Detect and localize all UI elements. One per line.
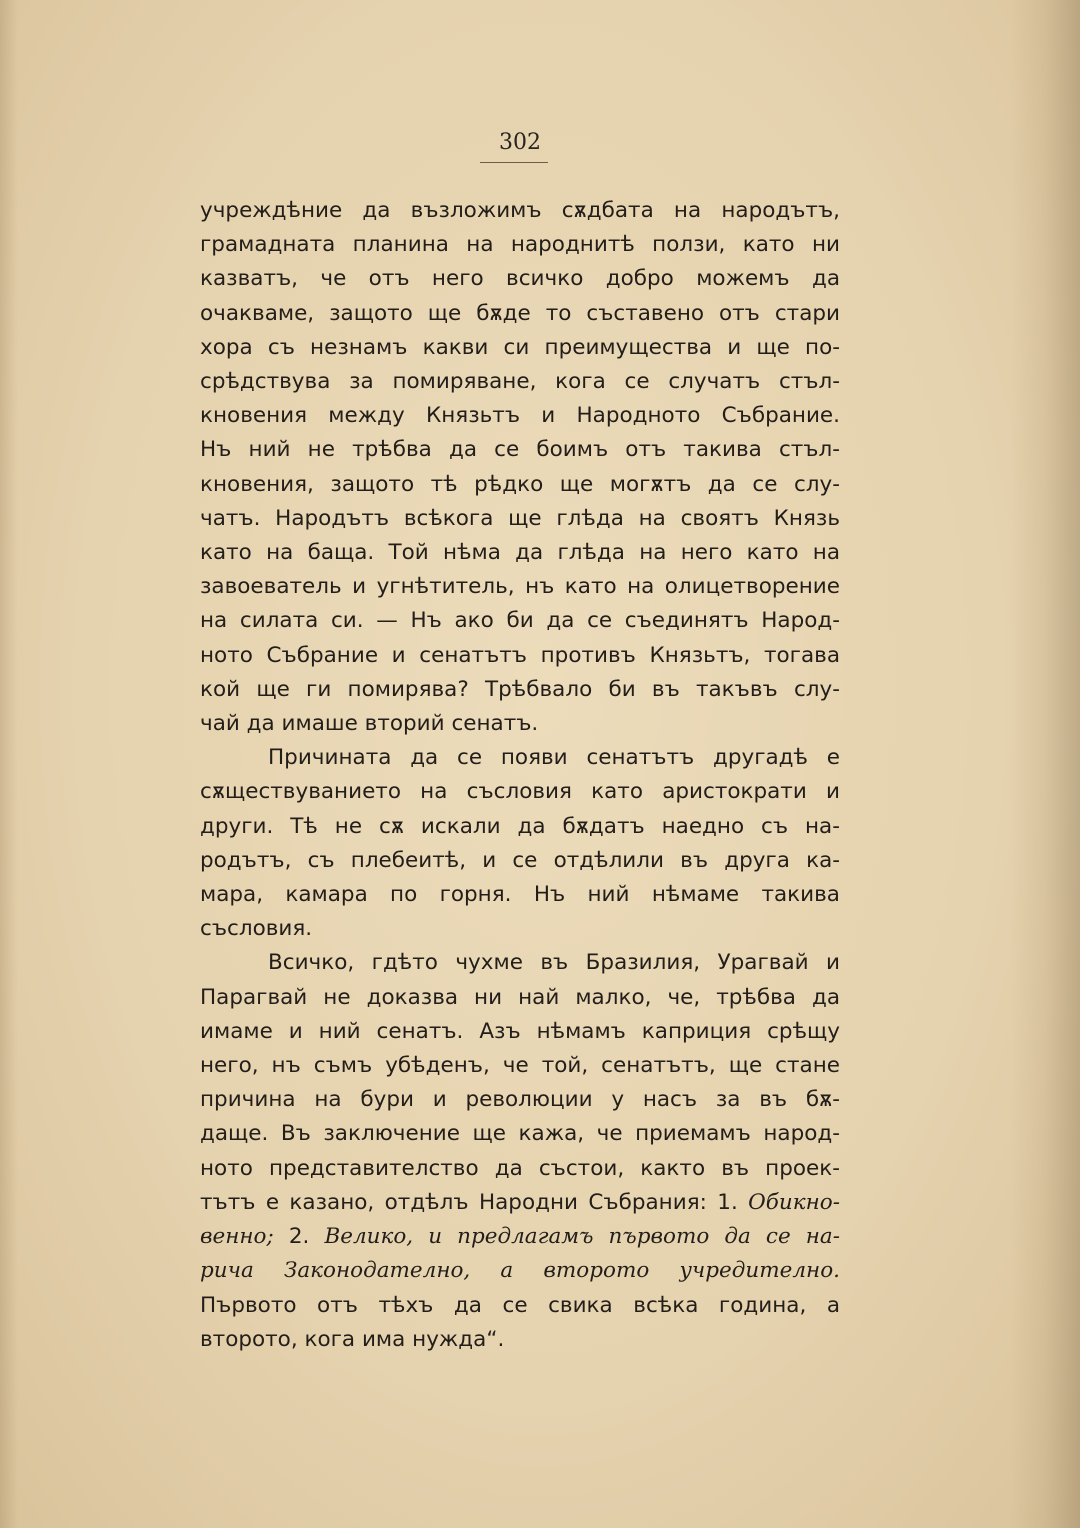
text-segment: 2. bbox=[273, 1224, 325, 1250]
text-segment: тътъ е казано, отдѣлъ Народни Събрания: 1. bbox=[200, 1189, 738, 1215]
text-line: хора съ незнамъ какви си преимущества и ще по- bbox=[200, 334, 840, 360]
page-left-edge bbox=[0, 0, 18, 1528]
page-number: 302 bbox=[499, 130, 541, 155]
text-line: съсловия. bbox=[200, 916, 313, 942]
text-line: срѣдствува за помиряване, кога се случатъ стъл- bbox=[200, 369, 840, 395]
text-line: на силата си. — Нъ ако би да се съединятъ Народ- bbox=[200, 608, 840, 634]
text-line: кновения между Князьтъ и Народното Събрание. bbox=[200, 403, 840, 429]
text-line: Първото отъ тѣхъ да се свика всѣка година, а bbox=[200, 1292, 840, 1318]
text-line: казватъ, че отъ него всичко добро можемъ да bbox=[200, 266, 840, 292]
text-line: грамадната планина на народнитѣ ползи, като ни bbox=[200, 232, 840, 258]
text-line: Всичко, гдѣто чухме въ Бразилия, Урагвай и bbox=[268, 950, 840, 976]
text-line: сѫществуванието на съсловия като аристократи и bbox=[200, 779, 840, 805]
italic-segment: Велико, и предлагамъ първото да се на- bbox=[324, 1224, 840, 1250]
text-line: учреждѣние да възложимъ сѫдбата на народътъ, bbox=[200, 198, 840, 223]
text-line bbox=[200, 1186, 840, 1220]
text-line: родътъ, съ плебеитѣ, и се отдѣлили въ друга ка- bbox=[200, 847, 840, 873]
text-line: ното представителство да състои, както въ проек- bbox=[200, 1155, 840, 1181]
text-line: кой ще ги помирява? Трѣбвало би въ такъвъ слу- bbox=[200, 676, 840, 702]
text-line: кновения, защото тѣ рѣдко ще могѫтъ да се слу- bbox=[200, 471, 840, 497]
text-line: второто, кога има нужда“. bbox=[200, 1326, 505, 1352]
text-line: мара, камара по горня. Нъ ний нѣмаме такива bbox=[200, 882, 840, 908]
text-line: завоеватель и угнѣтитель, нъ като на олицетворение bbox=[200, 574, 840, 600]
text-line: Нъ ний не трѣбва да се боимъ отъ такива стъл- bbox=[200, 437, 840, 463]
page-spine-shadow bbox=[1010, 0, 1080, 1528]
italic-segment: венно; bbox=[200, 1224, 274, 1250]
text-line: него, нъ съмъ убѣденъ, че той, сенатътъ, ще стане bbox=[200, 1053, 840, 1079]
text-line: даще. Въ заключение ще кажа, че приемамъ народ- bbox=[200, 1121, 840, 1147]
text-line bbox=[200, 1220, 840, 1254]
text-line: други. Тѣ не сѫ искали да бѫдатъ наедно съ на- bbox=[200, 813, 840, 839]
text-line: имаме и ний сенатъ. Азъ нѣмамъ каприция срѣщу bbox=[200, 1018, 840, 1044]
text-line: очакваме, защото ще бѫде то съставено отъ стари bbox=[200, 300, 840, 326]
italic-segment: Обикно- bbox=[748, 1189, 840, 1215]
page-number-rule bbox=[480, 162, 548, 163]
text-line: чай да имаше вторий сенатъ. bbox=[200, 711, 539, 737]
text-line bbox=[200, 1254, 840, 1288]
italic-segment: рича Законодателно, а второто учредително. bbox=[200, 1258, 840, 1284]
text-line: причина на бури и революции у насъ за въ бѫ- bbox=[200, 1087, 840, 1113]
text-line: ното Събрание и сенатътъ противъ Князьтъ, тогава bbox=[200, 642, 840, 668]
body-text bbox=[200, 194, 840, 1357]
text-line: Причината да се появи сенатътъ другадѣ е bbox=[268, 745, 840, 771]
text-line: чатъ. Народътъ всѣкога ще глѣда на своятъ Князь bbox=[200, 505, 840, 531]
text-line: като на баща. Той нѣма да глѣда на него като на bbox=[200, 540, 840, 566]
text-line: Парагвай не доказва ни най малко, че, трѣбва да bbox=[200, 984, 840, 1010]
